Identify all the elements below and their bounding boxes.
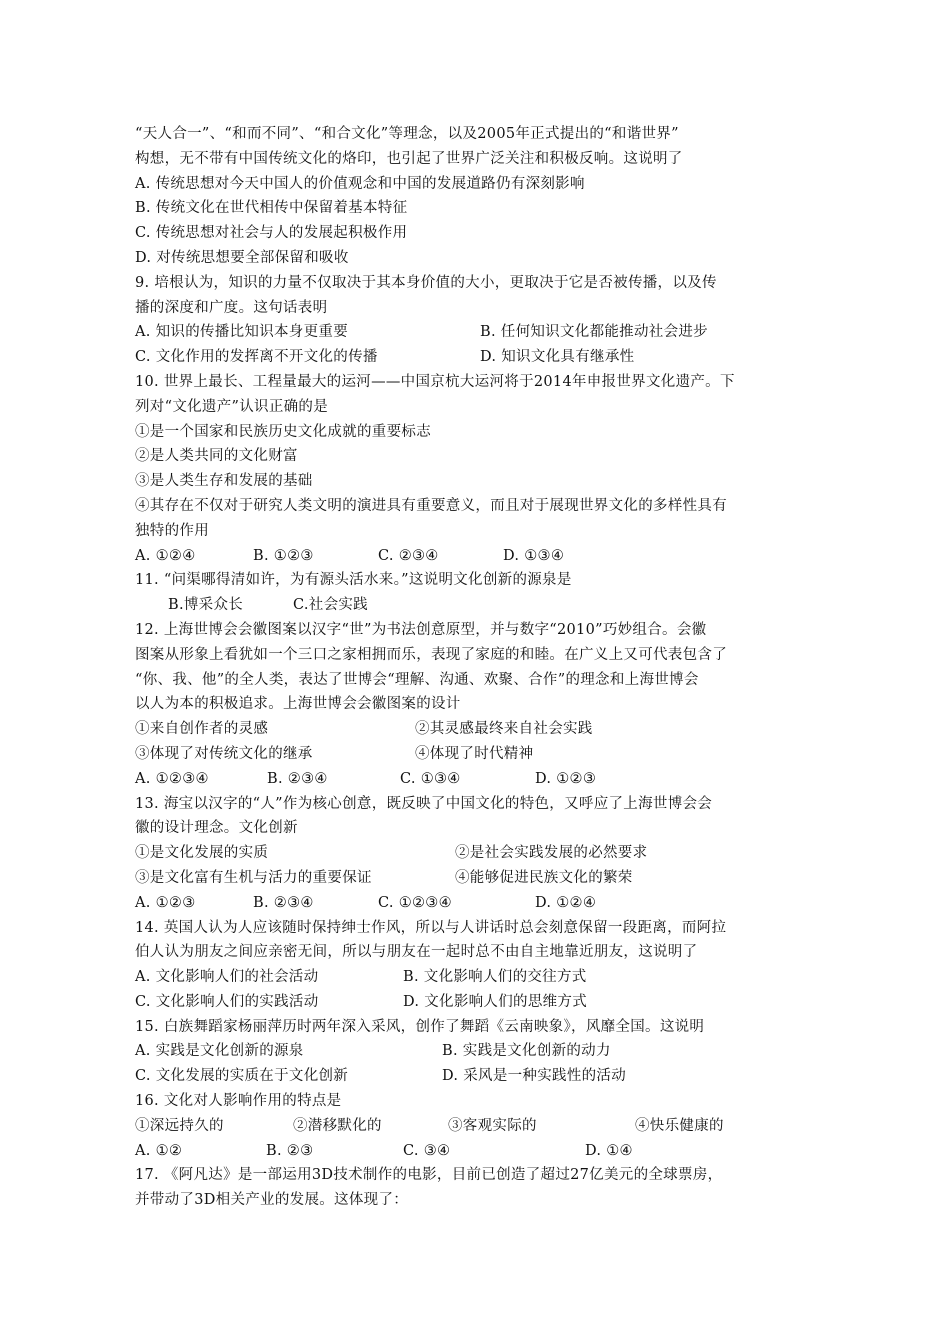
text-line xyxy=(135,345,820,370)
option-text: C. 文化作用的发挥离不开文化的传播 xyxy=(135,349,378,366)
text-line: 17. 《阿凡达》是一部运用3D技术制作的电影，目前已创造了超过27亿美元的全球票房， xyxy=(135,1167,723,1184)
option-text: C. 文化影响人们的实践活动 xyxy=(135,993,319,1010)
option-text: B. 实践是文化创新的动力 xyxy=(442,1043,611,1060)
option-text: ④快乐健康的 xyxy=(635,1117,724,1134)
option-text: D. ①②③ xyxy=(535,770,597,787)
option-text: ②其灵感最终来自社会实践 xyxy=(415,721,593,738)
text-line: “你、我、他”的全人类，表达了世博会“理解、沟通、欢聚、合作”的理念和上海世博会 xyxy=(135,671,699,688)
text-line: ③是人类生存和发展的基础 xyxy=(135,473,313,490)
text-line xyxy=(135,1039,820,1064)
text-line: 14. 英国人认为人应该随时保持绅士作风，所以与人讲话时总会刻意保留一段距离，而阿拉 xyxy=(135,919,727,936)
option-text: ③体现了对传统文化的继承 xyxy=(135,745,313,762)
text-line xyxy=(135,841,820,866)
text-line xyxy=(135,717,820,742)
option-text: A. ①②③④ xyxy=(135,770,209,787)
option-text: B. ②③④ xyxy=(267,770,328,787)
text-line xyxy=(135,320,820,345)
option-text: ②潜移默化的 xyxy=(293,1117,382,1134)
text-line: 伯人认为朋友之间应亲密无间，所以与朋友在一起时总不由自主地靠近朋友，这说明了 xyxy=(135,944,698,961)
text-line: 图案从形象上看犹如一个三口之家相拥而乐，表现了家庭的和睦。在广义上又可代表包含了 xyxy=(135,646,727,663)
option-text: A. 知识的传播比知识本身更重要 xyxy=(135,324,348,341)
text-line xyxy=(135,965,820,990)
option-text: D. ①④ xyxy=(585,1142,633,1159)
option-text: D. 知识文化具有继承性 xyxy=(480,349,635,366)
text-line: 构想，无不带有中国传统文化的烙印，也引起了世界广泛关注和积极反响。这说明了 xyxy=(135,150,683,167)
option-text: B.博采众长 xyxy=(168,597,244,614)
option-text: A. ①②④ xyxy=(135,547,196,564)
option-text: D. 文化影响人们的思维方式 xyxy=(403,993,588,1010)
text-line: 徽的设计理念。文化创新 xyxy=(135,820,298,837)
text-line xyxy=(135,1139,820,1164)
option-text: ③是文化富有生机与活力的重要保证 xyxy=(135,869,372,886)
option-text: A. 实践是文化创新的源泉 xyxy=(135,1043,304,1060)
text-line xyxy=(135,891,820,916)
text-line xyxy=(135,1114,820,1139)
option-text: C. ②③④ xyxy=(378,547,439,564)
text-line: 10. 世界上最长、工程量最大的运河——中国京杭大运河将于2014年申报世界文化遗产。下 xyxy=(135,373,735,390)
option-text: ④能够促进民族文化的繁荣 xyxy=(455,869,633,886)
text-line xyxy=(135,866,820,891)
option-text: ②是社会实践发展的必然要求 xyxy=(455,845,648,862)
text-line xyxy=(135,742,820,767)
text-line xyxy=(135,1064,820,1089)
option-text: C. ③④ xyxy=(403,1142,451,1159)
option-text: B. ①②③ xyxy=(253,547,314,564)
text-line: 9. 培根认为，知识的力量不仅取决于其本身价值的大小，更取决于它是否被传播，以及传 xyxy=(135,274,717,291)
option-text: A. 文化影响人们的社会活动 xyxy=(135,969,319,986)
text-line: C. 传统思想对社会与人的发展起积极作用 xyxy=(135,225,408,242)
option-text: ①是文化发展的实质 xyxy=(135,845,269,862)
option-text: D. ①③④ xyxy=(503,547,565,564)
text-line xyxy=(135,767,820,792)
option-text: A. ①②③ xyxy=(135,894,196,911)
text-line: 列对“文化遗产”认识正确的是 xyxy=(135,398,329,415)
option-text: C. ①②③④ xyxy=(378,894,452,911)
option-text: B. ②③④ xyxy=(253,894,314,911)
option-text: A. ①② xyxy=(135,1142,183,1159)
text-line: 并带动了3D相关产业的发展。这体现了： xyxy=(135,1192,409,1209)
text-line: 12. 上海世博会会徽图案以汉字“世”为书法创意原型，并与数字“2010”巧妙组合。会徽 xyxy=(135,621,707,638)
option-text: C.社会实践 xyxy=(293,597,368,614)
text-line: 以人为本的积极追求。上海世博会会徽图案的设计 xyxy=(135,696,461,713)
text-line: 播的深度和广度。这句话表明 xyxy=(135,299,328,316)
text-line: 独特的作用 xyxy=(135,522,209,539)
option-text: ③客观实际的 xyxy=(448,1117,537,1134)
text-line: 16. 文化对人影响作用的特点是 xyxy=(135,1093,342,1110)
text-line: B. 传统文化在世代相传中保留着基本特征 xyxy=(135,200,408,217)
option-text: ④体现了时代精神 xyxy=(415,745,534,762)
option-text: ①深远持久的 xyxy=(135,1117,224,1134)
option-text: ①来自创作者的灵感 xyxy=(135,721,269,738)
document-page xyxy=(135,122,820,1213)
text-line: A. 传统思想对今天中国人的价值观念和中国的发展道路仍有深刻影响 xyxy=(135,175,585,192)
text-line: “天人合一”、“和而不同”、“和合文化”等理念，以及2005年正式提出的“和谐世界” xyxy=(135,126,679,142)
option-text: D. 采风是一种实践性的活动 xyxy=(442,1068,627,1085)
text-line: D. 对传统思想要全部保留和吸收 xyxy=(135,249,349,266)
option-text: B. ②③ xyxy=(266,1142,314,1159)
text-line: 11. “问渠哪得清如许，为有源头活水来。”这说明文化创新的源泉是 xyxy=(135,572,572,589)
option-text: D. ①②④ xyxy=(535,894,597,911)
option-text: C. 文化发展的实质在于文化创新 xyxy=(135,1068,349,1085)
text-line xyxy=(135,593,820,618)
option-text: B. 文化影响人们的交往方式 xyxy=(403,969,587,986)
text-line: 15. 白族舞蹈家杨丽萍历时两年深入采风，创作了舞蹈《云南映象》，风靡全国。这说明 xyxy=(135,1018,705,1035)
text-line: ④其存在不仅对于研究人类文明的演进具有重要意义，而且对于展现世界文化的多样性具有 xyxy=(135,497,727,514)
text-line: 13. 海宝以汉字的“人”作为核心创意，既反映了中国文化的特色，又呼应了上海世博会会 xyxy=(135,795,713,812)
text-line: ②是人类共同的文化财富 xyxy=(135,448,298,465)
text-line: ①是一个国家和民族历史文化成就的重要标志 xyxy=(135,423,431,440)
option-text: C. ①③④ xyxy=(400,770,461,787)
option-text: B. 任何知识文化都能推动社会进步 xyxy=(480,324,708,341)
text-line xyxy=(135,544,820,569)
text-line xyxy=(135,990,820,1015)
